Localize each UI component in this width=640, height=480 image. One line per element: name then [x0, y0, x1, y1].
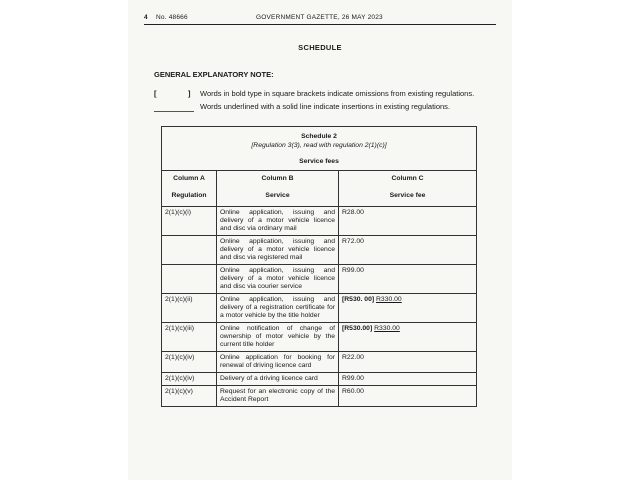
caption-subtitle: Service fees: [299, 158, 339, 165]
table-row: [162, 294, 477, 323]
regulation-cell: 2(1)(c)(v): [162, 386, 217, 407]
caption-reference: [Regulation 3(3), read with regulation 2(1)(c)]: [251, 142, 387, 149]
table-row: [162, 323, 477, 352]
explanatory-note-heading: GENERAL EXPLANATORY NOTE:: [154, 70, 274, 79]
service-cell: Online notification of change of ownership of motor vehicle by the current title holder: [217, 323, 339, 352]
fee-cell: [339, 265, 477, 294]
omitted-fee: [R530. 00]: [342, 296, 375, 303]
table-caption: [162, 127, 477, 171]
omitted-fee: [R530.00]: [342, 325, 373, 332]
service-cell: Online application for booking for renewal of driving licence card: [217, 352, 339, 373]
fee-cell: [339, 294, 477, 323]
column-b-header: Column B Service: [217, 171, 339, 207]
service-fees-table: [161, 126, 477, 407]
caption-title: Schedule 2: [301, 133, 337, 140]
table-header-row: [162, 171, 477, 207]
column-c-header: Column C Service fee: [339, 171, 477, 207]
fee-cell: [339, 236, 477, 265]
inserted-fee: R330.00: [374, 325, 400, 332]
service-cell: Online application, issuing and delivery of a motor vehicle licence and disc via courier service: [217, 265, 339, 294]
fee-value: R99.00: [342, 267, 364, 274]
service-cell: Online application, issuing and delivery of a motor vehicle licence and disc via ordinary mail: [217, 207, 339, 236]
service-cell: Online application, issuing and delivery of a motor vehicle licence and disc via registered mail: [217, 236, 339, 265]
table-row: [162, 207, 477, 236]
regulation-cell: 2(1)(c)(i): [162, 207, 217, 236]
regulation-cell: 2(1)(c)(ii): [162, 294, 217, 323]
service-cell: Request for an electronic copy of the Accident Report: [217, 386, 339, 407]
inserted-fee: R330.00: [376, 296, 402, 303]
table-row: [162, 265, 477, 294]
regulation-cell: [162, 265, 217, 294]
page-number: 4: [144, 14, 148, 21]
table-row: [162, 352, 477, 373]
fee-cell: [339, 373, 477, 386]
fee-cell: [339, 323, 477, 352]
fee-value: R99.00: [342, 375, 364, 382]
legend-omission-text: Words in bold type in square brackets indicate omissions from existing regulations.: [200, 89, 475, 98]
legend-insertion-text: Words underlined with a solid line indicate insertions in existing regulations.: [200, 102, 450, 111]
schedule-heading: SCHEDULE: [298, 43, 342, 52]
service-cell: Delivery of a driving licence card: [217, 373, 339, 386]
regulation-cell: 2(1)(c)(iv): [162, 352, 217, 373]
gazette-number: No. 48666: [156, 14, 188, 21]
header-rule: [144, 24, 496, 25]
gazette-title: GOVERNMENT GAZETTE, 26 MAY 2023: [256, 14, 383, 21]
regulation-cell: [162, 236, 217, 265]
fee-value: R60.00: [342, 388, 364, 395]
fee-value: R28.00: [342, 209, 364, 216]
table-caption-row: [162, 127, 477, 171]
regulation-cell: 2(1)(c)(iv): [162, 373, 217, 386]
fee-value: R72.00: [342, 238, 364, 245]
service-cell: Online application, issuing and delivery of a registration certificate for a motor vehicle by the title holder: [217, 294, 339, 323]
column-a-header: Column A Regulation: [162, 171, 217, 207]
table-body: [162, 207, 477, 407]
regulation-cell: 2(1)(c)(iii): [162, 323, 217, 352]
underline-symbol: [154, 111, 194, 112]
fee-cell: [339, 352, 477, 373]
fee-cell: [339, 386, 477, 407]
page-header: [144, 12, 496, 26]
fee-value: R22.00: [342, 354, 364, 361]
fee-cell: [339, 207, 477, 236]
table-row: [162, 236, 477, 265]
table-row: [162, 386, 477, 407]
table-row: [162, 373, 477, 386]
